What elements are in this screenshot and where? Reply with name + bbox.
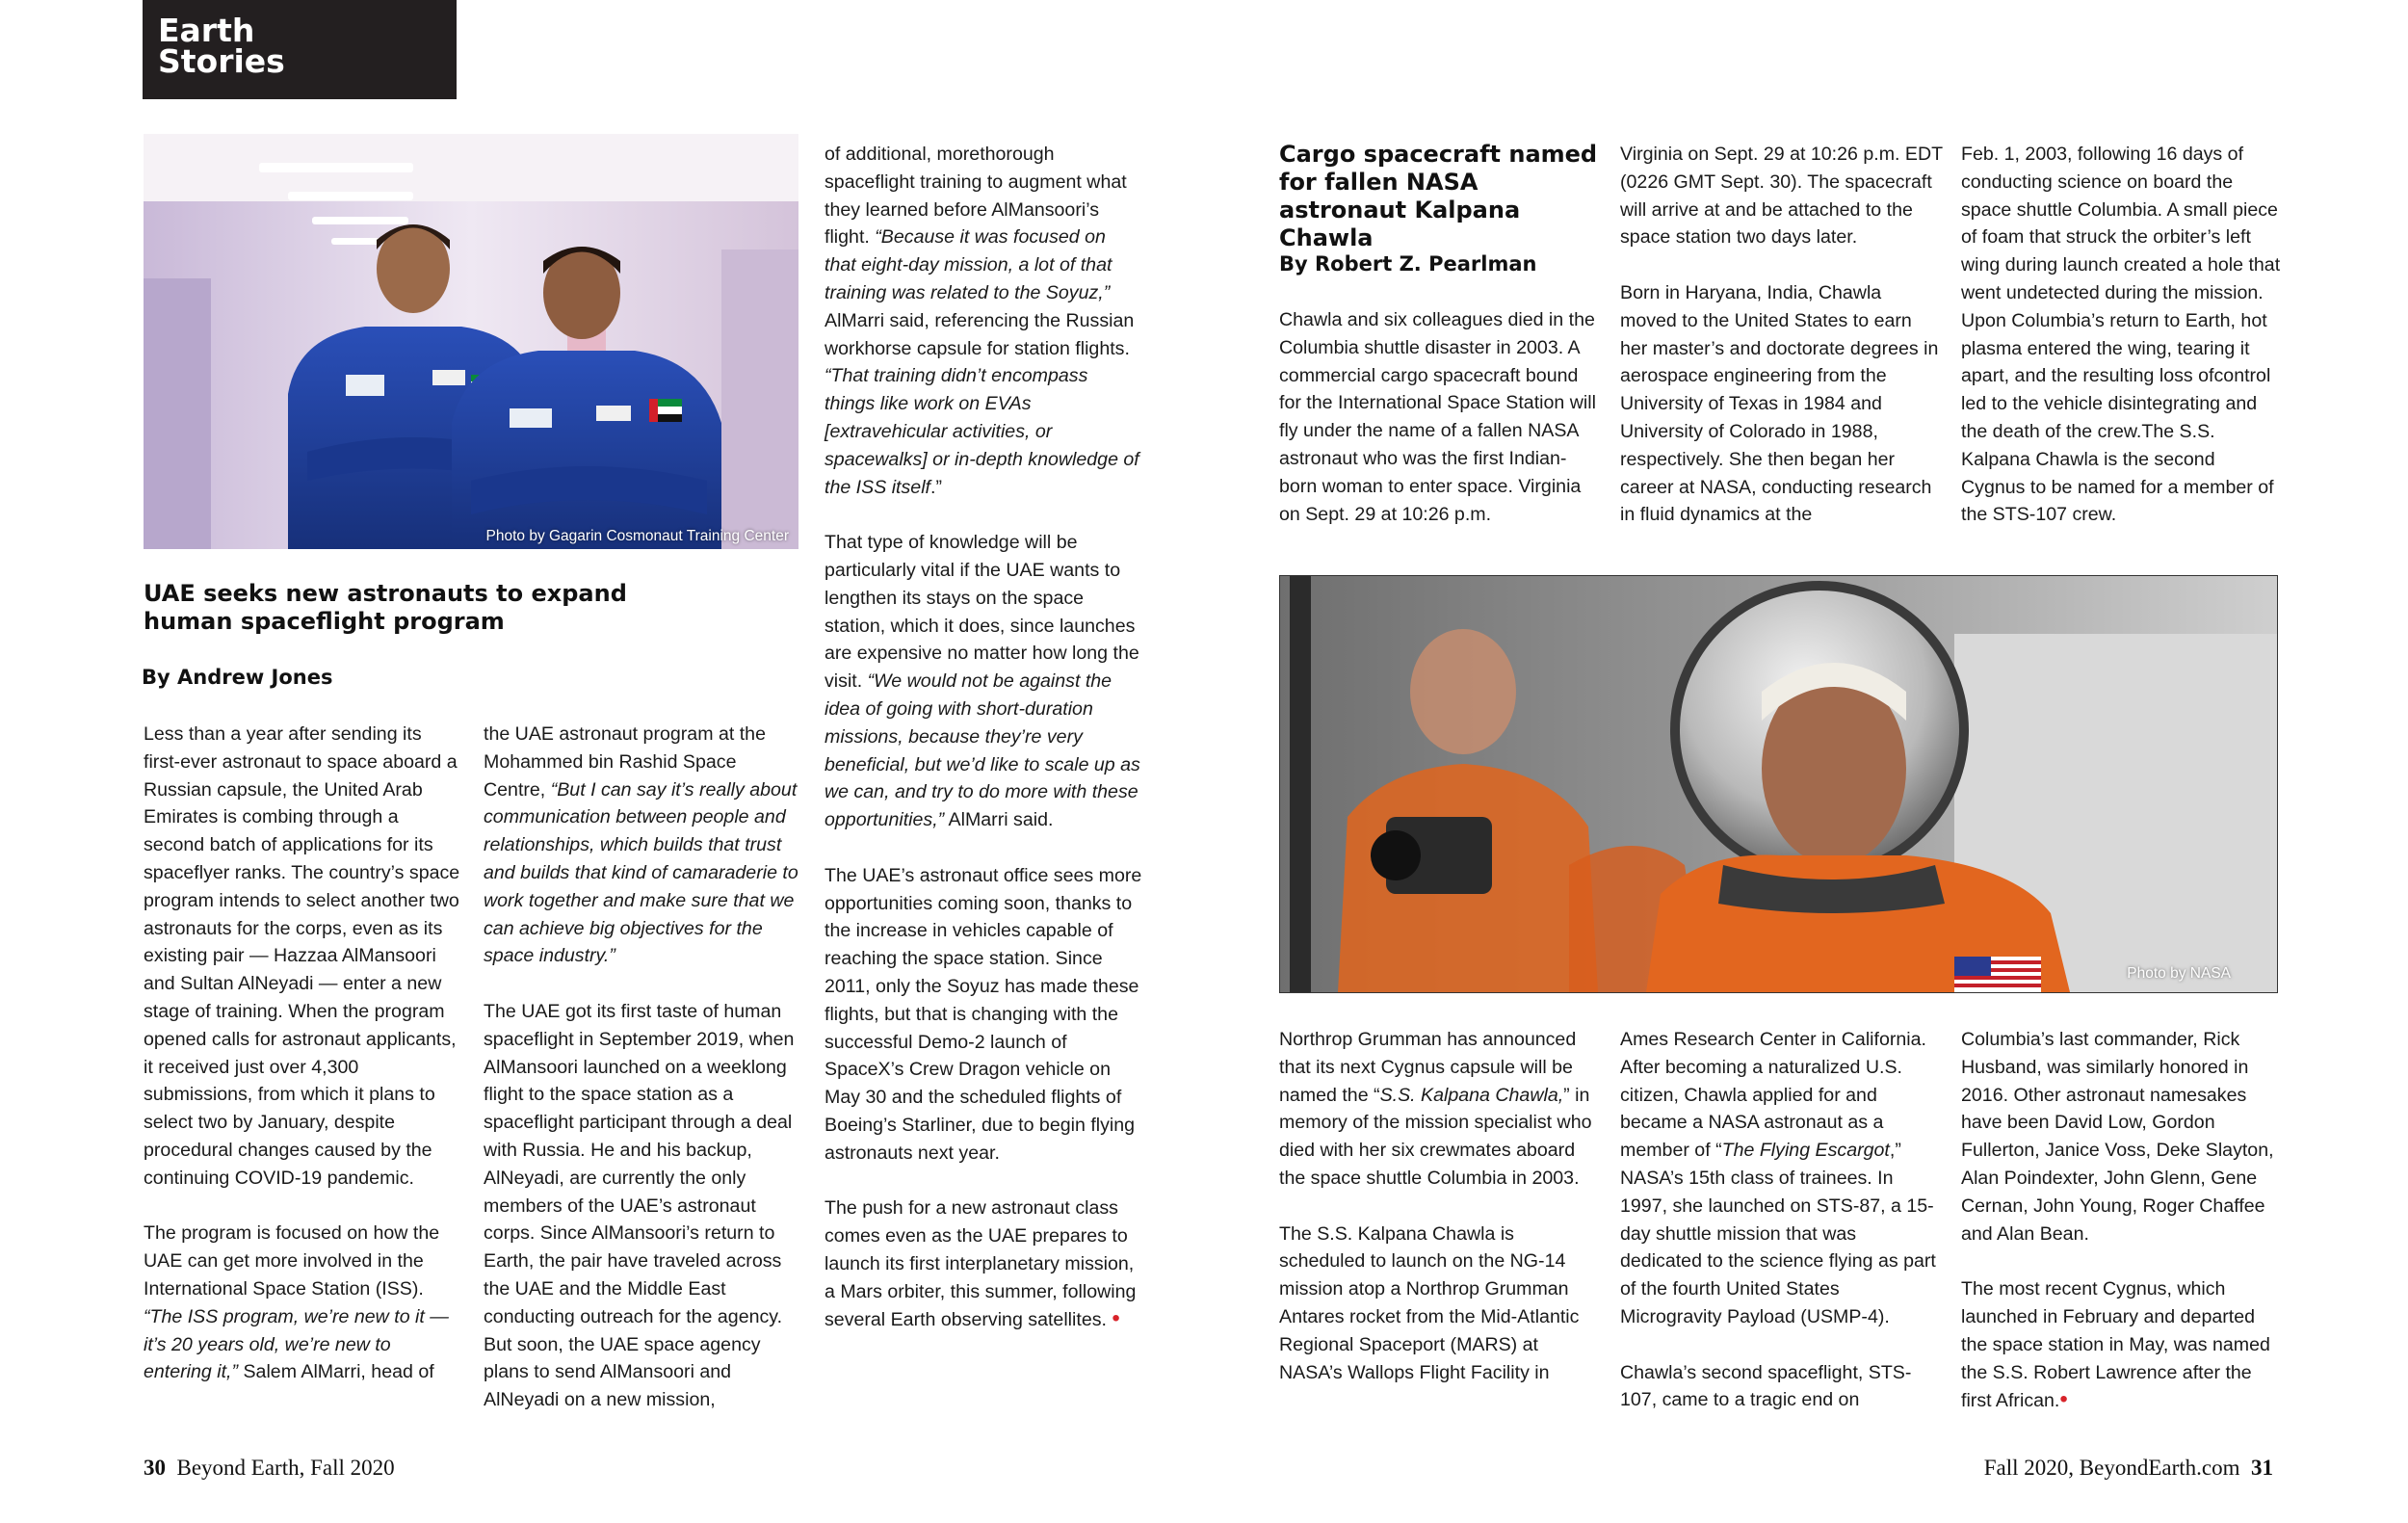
right-top-col2-p1: Virginia on Sept. 29 at 10:26 p.m. EDT (0226 GMT Sept. 30). The spacecraft will arrive at and be attached to the space station two days later. xyxy=(1620,144,1943,249)
left-col3-p4-text: The push for a new astronaut class comes even as the UAE prepares to launch its first interplanetary mission, a Mars orbiter, this summer, following several Earth observing satellites. xyxy=(824,1197,1137,1331)
right-article-end-mark: • xyxy=(2059,1386,2068,1413)
left-folio xyxy=(144,1456,395,1481)
right-top-col3-p1: Feb. 1, 2003, following 16 days of conducting science on board the space shuttle Columbia. A small piece of foam that struck the orbiter’s left wing during launch created a hole that went undetected during the mission. Upon Columbia’s return to Earth, hot plasma entered the wing, tearing it apart, and the resulting loss ofcontrol led to the vehicle disintegrating and the death of the crew.The S.S. Kalpana Chawla is the second Cygnus to be named for a member of the STS-107 crew. xyxy=(1961,144,2281,526)
right-top-col2 xyxy=(1620,141,1943,529)
left-col1-p1: Less than a year after sending its first-ever astronaut to space aboard a Russian capsule, the United Arab Emirates is combing through a second batch of applications for its spaceflyer ranks. The country’s space program intends to select another two astronauts for the corps, even as its existing pair — Hazzaa AlMansoori and Sultan AlNeyadi — enter a new stage of training. When the program opened calls for astronaut applicants, it received just over 4,300 submissions, from which it plans to select two by January, despite procedural changes caused by the continuing COVID-19 pandemic. xyxy=(144,723,460,1189)
right-headline: Cargo spacecraft named for fallen NASA astronaut Kalpana Chawla xyxy=(1279,141,1598,251)
right-bottom-col2-p1-text-a: Ames Research Center in California. After becoming a naturalized U.S. citizen, Chawla applied for and became a NASA astronaut as a member of “ xyxy=(1620,1029,1926,1162)
left-col3-p1-quote1: “Because it was focused on that eight-day mission, a lot of that training was related to the Soyuz,” xyxy=(824,226,1112,303)
right-top-col1-p1: Chawla and six colleagues died in the Columbia shuttle disaster in 2003. A commercial cargo spacecraft bound for the International Space Station will fly under the name of a fallen NASA astronaut who was the first Indian-born woman to enter space. Virginia on Sept. 29 at 10:26 p.m. xyxy=(1279,309,1596,525)
right-bottom-col1-p1-italic: S.S. Kalpana Chawla, xyxy=(1379,1084,1564,1106)
right-bottom-col2 xyxy=(1620,1026,1943,1414)
left-col3-p3: The UAE’s astronaut office sees more opportunities coming soon, thanks to the increase in vehicles capable of reaching the space station. Since 2011, only the Soyuz has made these flights, but that is changing with the successful Demo-2 launch of SpaceX’s Crew Dragon vehicle on May 30 and the scheduled flights of Boeing’s Starliner, due to begin flying astronauts next year. xyxy=(824,864,1142,1164)
left-col3-p4 xyxy=(824,1195,1142,1334)
left-col1-p2-text-b: Salem AlMarri, head of xyxy=(238,1361,434,1383)
left-article-col2 xyxy=(484,721,801,1414)
section-tag xyxy=(143,0,457,99)
right-bottom-col2-p1 xyxy=(1620,1026,1943,1331)
left-article-col3 xyxy=(824,141,1142,1334)
right-bottom-col1-p2: The S.S. Kalpana Chawla is scheduled to launch on the NG-14 mission atop a Northrop Grumman Antares rocket from the Mid-Atlantic Regional Spaceport (MARS) at NASA’s Wallops Flight Facility in xyxy=(1279,1222,1580,1383)
left-col3-p1-quote2: “That training didn’t encompass things like work on EVAs [extravehicular activities, or spacewalks] or in-depth knowledge of the ISS itself xyxy=(824,365,1139,498)
right-bottom-col1-p1-text-b: ” in memory of the mission specialist who died with her six crewmates aboard the space shuttle Columbia in 2003. xyxy=(1279,1084,1592,1189)
right-bottom-col3-p1: Columbia’s last commander, Rick Husband, was similarly honored in 2016. Other astronaut namesakes have been David Low, Gordon Fullerton, Janice Voss, Deke Slayton, Alan Poindexter, John Glenn, Gene Cernan, John Young, Roger Chaffee and Alan Bean. xyxy=(1961,1029,2274,1245)
left-byline: By Andrew Jones xyxy=(142,666,333,689)
right-bottom-col1 xyxy=(1279,1026,1602,1386)
left-col3-p2-text-a: That type of knowledge will be particularly vital if the UAE wants to lengthen its stays on the space station, which it does, since launches are expensive no matter how long the visit. xyxy=(824,532,1139,693)
left-col3-p2-quote: “We would not be against the idea of going with short-duration missions, because they’re very beneficial, but we’d like to scale up as we can, and try to do more with these opportunities,” xyxy=(824,670,1140,831)
right-bottom-col3 xyxy=(1961,1026,2284,1415)
left-page-number: 30 xyxy=(144,1456,166,1480)
left-col3-p2 xyxy=(824,529,1142,834)
right-byline: By Robert Z. Pearlman xyxy=(1279,252,1537,276)
right-top-col3 xyxy=(1961,141,2284,529)
left-article-end-mark: • xyxy=(1112,1305,1120,1332)
left-col3-p1 xyxy=(824,141,1142,501)
uae-astronauts-illustration xyxy=(144,134,798,549)
kalpana-chawla-photo xyxy=(1279,575,2278,993)
right-top-col1 xyxy=(1279,306,1602,528)
left-col1-p2 xyxy=(144,1220,461,1386)
right-folio-text: Fall 2020, BeyondEarth.com xyxy=(1983,1456,2240,1480)
right-top-col2-p2: Born in Haryana, India, Chawla moved to the United States to earn her master’s and doctorate degrees in aerospace engineering from the University of Texas in 1984 and University of Colorado in 1988, respectively. She then began her career at NASA, conducting research in fluid dynamics at the xyxy=(1620,281,1939,526)
right-folio xyxy=(1984,1456,2273,1481)
left-article-col1 xyxy=(144,721,461,1386)
left-col2-p1-quote: “But I can say it’s really about communication between people and relationships, which builds that trust and builds that kind of camaraderie to work together and make sure that we can achieve big objectives for the space industry.” xyxy=(484,778,798,967)
uae-astronauts-photo xyxy=(144,134,798,549)
left-folio-text: Beyond Earth, Fall 2020 xyxy=(176,1456,395,1480)
left-col2-p1 xyxy=(484,721,801,970)
left-headline: UAE seeks new astronauts to expand human spaceflight program xyxy=(144,580,627,635)
kalpana-chawla-illustration xyxy=(1280,576,2277,992)
section-tag-line1: Earth xyxy=(158,12,255,49)
left-col1-p2-text-a: The program is focused on how the UAE can get more involved in the International Space Station (ISS). xyxy=(144,1222,440,1300)
right-bottom-col2-p1-italic: The Flying Escargot xyxy=(1721,1140,1890,1162)
right-bottom-col1-p1-text-a: Northrop Grumman has announced that its next Cygnus capsule will be named the “ xyxy=(1279,1029,1577,1106)
right-page-number: 31 xyxy=(2251,1456,2273,1480)
right-photo-credit: Photo by NASA xyxy=(2127,965,2231,982)
section-tag-line2: Stories xyxy=(158,42,285,80)
right-bottom-col3-p2-text: The most recent Cygnus, which launched in February and departed the space station in May, was named the S.S. Robert Lawrence after the first African. xyxy=(1961,1278,2270,1412)
right-bottom-col2-p1-text-b: ,” NASA’s 15th class of trainees. In 1997, she launched on STS-87, a 15-day shuttle mission that was dedicated to the science flying as part of the fourth United States Microgravity Payload (USMP-4). xyxy=(1620,1140,1936,1327)
left-photo-credit: Photo by Gagarin Cosmonaut Training Center xyxy=(485,528,789,544)
left-col1-p2-quote: “The ISS program, we’re new to it — it’s 20 years old, we’re new to entering it,” xyxy=(144,1305,449,1383)
left-col3-p1-text-c: .” xyxy=(930,476,942,498)
left-col3-p2-text-b: AlMarri said. xyxy=(944,809,1054,831)
right-bottom-col1-p1 xyxy=(1279,1026,1602,1193)
right-bottom-col2-p2: Chawla’s second spaceflight, STS-107, came to a tragic end on xyxy=(1620,1361,1912,1411)
left-col2-p1-text: the UAE astronaut program at the Mohammed bin Rashid Space Centre, xyxy=(484,723,766,801)
left-col3-p1-text-b: AlMarri said, referencing the Russian workhorse capsule for station flights. xyxy=(824,309,1135,359)
right-bottom-col3-p2 xyxy=(1961,1275,2284,1415)
left-col3-p1-text-a: of additional, morethorough spaceflight training to augment what they learned before AlMansoori’s flight. xyxy=(824,144,1127,249)
left-col2-p2: The UAE got its first taste of human spaceflight in September 2019, when AlMansoori launched on a weeklong flight to the space station as a spaceflight participant through a deal with Russia. He and his backup, AlNeyadi, are currently the only members of the UAE’s astronaut corps. Since AlMansoori’s return to Earth, the pair have traveled across the UAE and the Middle East conducting outreach for the agency. But soon, the UAE space agency plans to send AlMansoori and AlNeyadi on a new mission, xyxy=(484,1000,795,1411)
